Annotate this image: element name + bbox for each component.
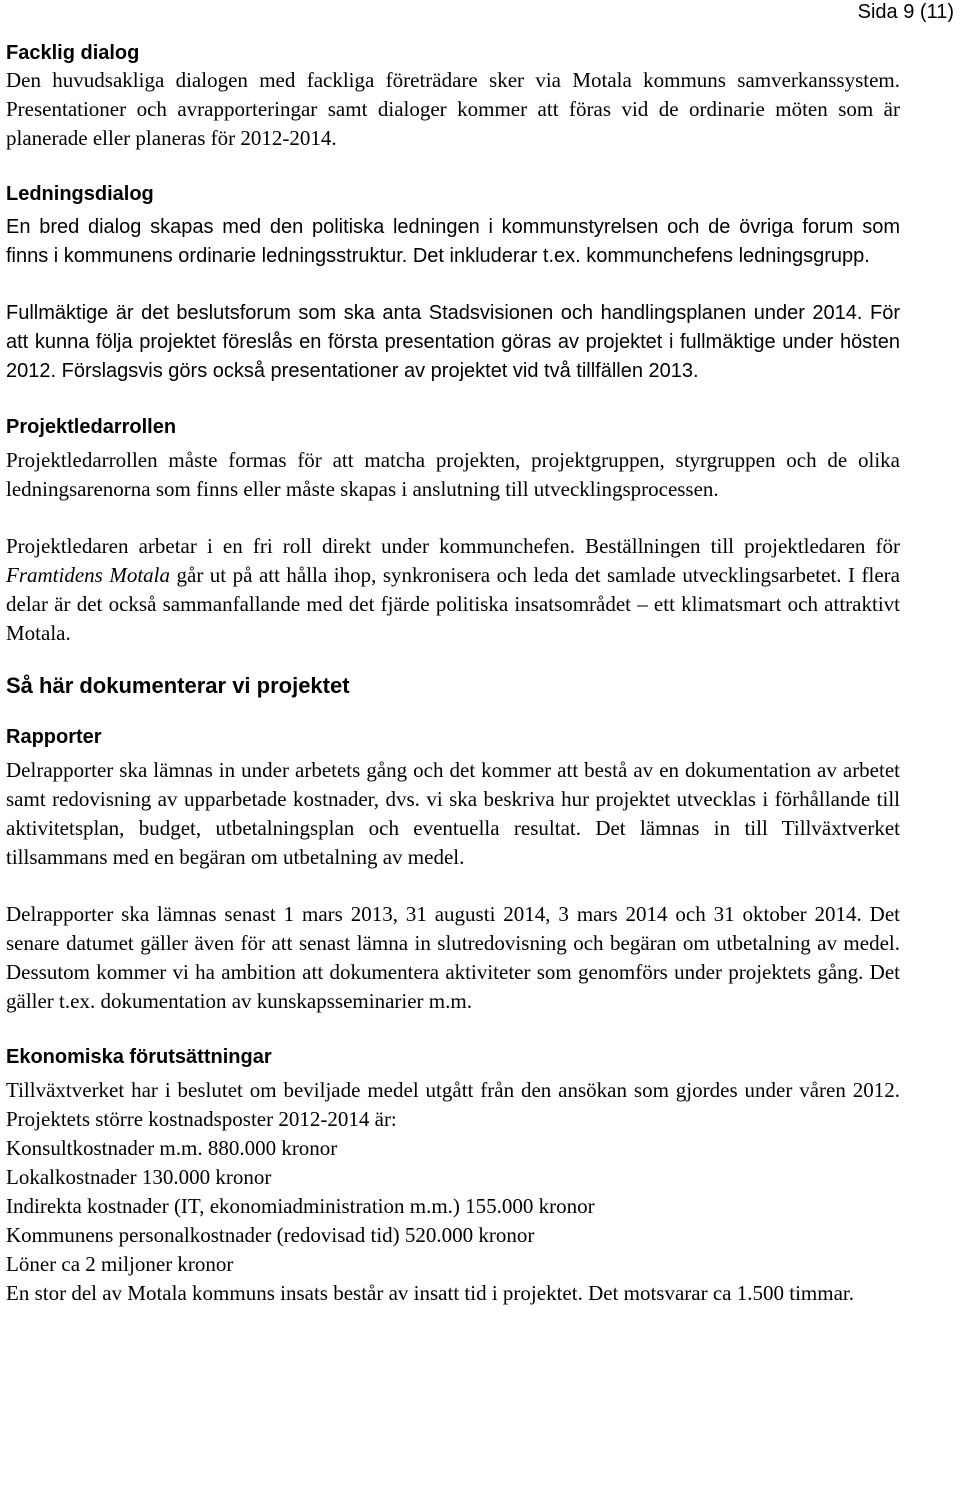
cost-item: Lokalkostnader 130.000 kronor	[6, 1165, 272, 1189]
text-segment: går ut på att hålla ihop, synkronisera och leda det samlade utvecklingsarbetet. I flera delar är det också sammanfallande med det fjärde politiska insatsområdet – ett klimatsmart och attraktivt Motala.	[6, 563, 900, 645]
heading-ekonomiska-forutsattningar: Ekonomiska förutsättningar	[6, 1046, 272, 1068]
page-number: Sida 9 (11)	[857, 1, 954, 23]
cost-item: Löner ca 2 miljoner kronor	[6, 1252, 234, 1276]
paragraph-ekonomi: Tillväxtverket har i beslutet om beviljade medel utgått från den ansökan som gjordes under våren 2012. Projektets större kostnadsposter 2012-2014 är:	[6, 1078, 900, 1131]
heading-dokumentation: Så här dokumenterar vi projektet	[6, 673, 350, 698]
paragraph-rapporter-2: Delrapporter ska lämnas senast 1 mars 2013, 31 augusti 2014, 3 mars 2014 och 31 oktober 2014. Det senare datumet gäller även för att senast lämna in slutredovisning och begäran om utbetalning av medel. Dessutom kommer vi ha ambition att dokumentera aktiviteter som genomförs under projektets gång. Det gäller t.ex. dokumentation av kunskapsseminarier m.m.	[6, 902, 900, 1013]
cost-item: Indirekta kostnader (IT, ekonomiadministration m.m.) 155.000 kronor	[6, 1194, 595, 1218]
paragraph-ledningsdialog-2: Fullmäktige är det beslutsforum som ska anta Stadsvisionen och handlingsplanen under 2014. För att kunna följa projektet föreslås en första presentation göras av projektet i fullmäktige under hösten 2012. Förslagsvis görs också presentationer av projektet vid två tillfällen 2013.	[6, 302, 900, 382]
cost-list	[6, 1134, 900, 1279]
cost-item: Konsultkostnader m.m. 880.000 kronor	[6, 1136, 338, 1160]
paragraph-ledningsdialog-1: En bred dialog skapas med den politiska ledningen i kommunstyrelsen och de övriga forum som finns i kommunens ordinarie ledningsstruktur. Det inkluderar t.ex. kommunchefens ledningsgrupp.	[6, 216, 900, 267]
paragraph-facklig-dialog: Den huvudsakliga dialogen med fackliga företrädare sker via Motala kommuns samverkanssystem. Presentationer och avrapporteringar samt dialoger kommer att föras vid de ordinarie möten som är planerade eller planeras för 2012-2014.	[6, 68, 900, 150]
paragraph-projektledarrollen-1: Projektledarrollen måste formas för att matcha projekten, projektgruppen, styrgruppen och de olika ledningsarenorna som finns eller måste skapas i anslutning till utvecklingsprocessen.	[6, 448, 900, 501]
project-name-italic: Framtidens Motala	[6, 563, 170, 587]
heading-facklig-dialog: Facklig dialog	[6, 42, 140, 64]
paragraph-rapporter-1: Delrapporter ska lämnas in under arbetets gång och det kommer att bestå av en dokumentation av arbetet samt redovisning av upparbetade kostnader, dvs. vi ska beskriva hur projektet utvecklas i förhållande till aktivitetsplan, budget, utbetalningsplan och eventuella resultat. Det lämnas in till Tillväxtverket tillsammans med en begäran om utbetalning av medel.	[6, 758, 900, 869]
paragraph-projektledarrollen-2	[6, 532, 900, 648]
heading-ledningsdialog: Ledningsdialog	[6, 183, 154, 205]
document-body	[6, 40, 900, 1308]
text-segment: Projektledaren arbetar i en fri roll direkt under kommunchefen. Beställningen till projektledaren för	[6, 534, 900, 558]
heading-rapporter: Rapporter	[6, 726, 102, 748]
paragraph-ekonomi-closing: En stor del av Motala kommuns insats består av insatt tid i projektet. Det motsvarar ca 1.500 timmar.	[6, 1281, 854, 1305]
cost-item: Kommunens personalkostnader (redovisad tid) 520.000 kronor	[6, 1223, 535, 1247]
heading-projektledarrollen: Projektledarrollen	[6, 416, 177, 438]
